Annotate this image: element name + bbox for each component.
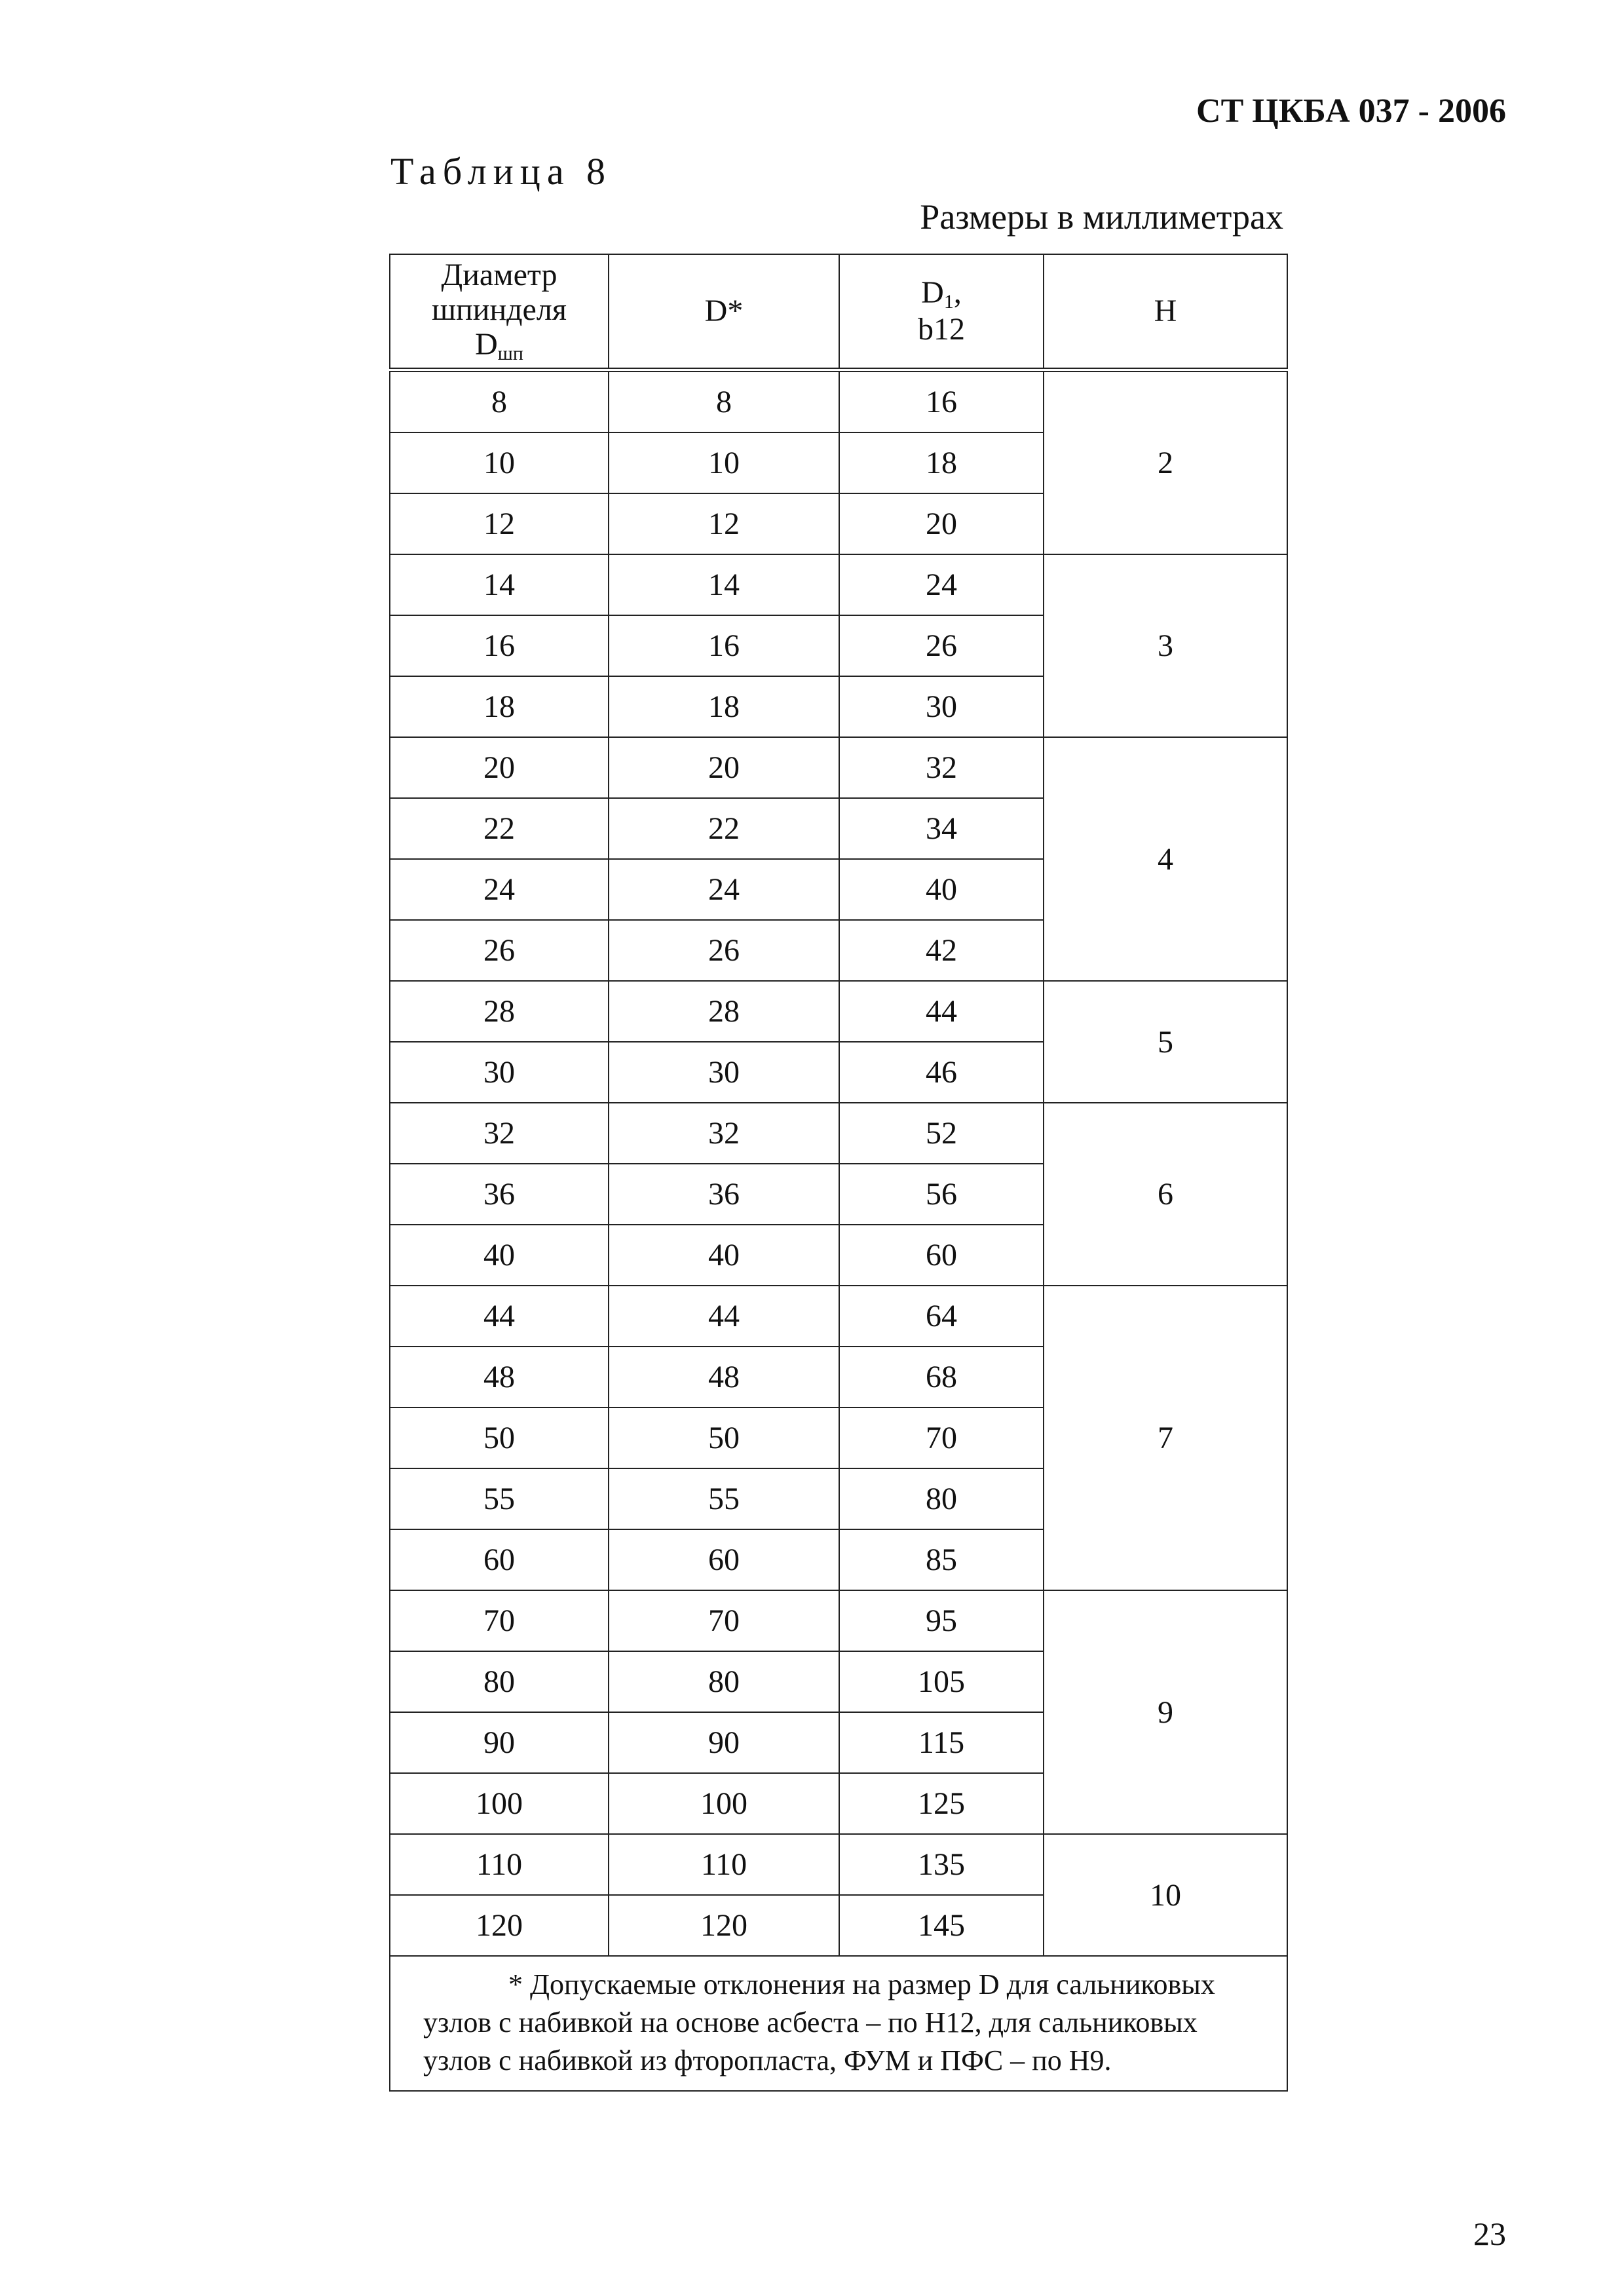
cell-d-shp: 22 <box>390 798 609 859</box>
cell-d1: 64 <box>839 1286 1044 1347</box>
header-spindle-diameter <box>390 254 609 370</box>
cell-d-shp: 70 <box>390 1590 609 1651</box>
cell-d: 26 <box>609 920 839 981</box>
header-d1-subscript: 1 <box>943 290 954 313</box>
header-d1 <box>839 254 1044 370</box>
footnote-cell <box>390 1956 1287 2091</box>
cell-d1: 34 <box>839 798 1044 859</box>
header-spindle-line1: Диаметр <box>441 258 557 293</box>
cell-d: 80 <box>609 1651 839 1712</box>
cell-d1: 95 <box>839 1590 1044 1651</box>
cell-d-shp: 36 <box>390 1164 609 1225</box>
table-row <box>390 1286 1287 1347</box>
cell-d1: 60 <box>839 1225 1044 1286</box>
units-note: Размеры в миллиметрах <box>920 197 1283 237</box>
header-h: H <box>1044 254 1287 370</box>
cell-d: 60 <box>609 1529 839 1590</box>
dimensions-table <box>389 254 1288 2092</box>
page-number: 23 <box>1473 2215 1506 2252</box>
cell-d: 70 <box>609 1590 839 1651</box>
cell-d-shp: 20 <box>390 737 609 798</box>
cell-h: 2 <box>1044 370 1287 555</box>
table-row <box>390 981 1287 1042</box>
table-title: Таблица 8 <box>390 150 613 193</box>
header-d1-tolerance: b12 <box>918 311 965 347</box>
table-body <box>390 370 1287 1957</box>
document-code: СТ ЦКБА 037 - 2006 <box>1196 92 1506 130</box>
cell-d: 40 <box>609 1225 839 1286</box>
cell-d1: 70 <box>839 1407 1044 1468</box>
cell-h: 3 <box>1044 554 1287 737</box>
cell-d: 28 <box>609 981 839 1042</box>
header-d1-comma: , <box>953 275 962 310</box>
cell-d-shp: 50 <box>390 1407 609 1468</box>
cell-d-shp: 12 <box>390 493 609 554</box>
cell-d-shp: 18 <box>390 676 609 737</box>
cell-d1: 30 <box>839 676 1044 737</box>
cell-d-shp: 110 <box>390 1834 609 1895</box>
cell-d-shp: 100 <box>390 1773 609 1834</box>
cell-h: 10 <box>1044 1834 1287 1956</box>
cell-d: 32 <box>609 1103 839 1164</box>
cell-d1: 16 <box>839 370 1044 433</box>
cell-h: 9 <box>1044 1590 1287 1834</box>
table-row <box>390 1590 1287 1651</box>
cell-d1: 40 <box>839 859 1044 920</box>
cell-d1: 105 <box>839 1651 1044 1712</box>
cell-d: 90 <box>609 1712 839 1773</box>
cell-d-shp: 30 <box>390 1042 609 1103</box>
header-d1-symbol: D <box>921 275 944 310</box>
cell-d: 16 <box>609 615 839 676</box>
table-row <box>390 737 1287 798</box>
cell-d: 120 <box>609 1895 839 1956</box>
cell-d: 36 <box>609 1164 839 1225</box>
cell-d1: 26 <box>839 615 1044 676</box>
cell-d-shp: 16 <box>390 615 609 676</box>
table-header-row <box>390 254 1287 370</box>
cell-d-shp: 40 <box>390 1225 609 1286</box>
cell-h: 4 <box>1044 737 1287 981</box>
table-row <box>390 1103 1287 1164</box>
cell-h: 6 <box>1044 1103 1287 1286</box>
table-row <box>390 554 1287 615</box>
cell-d1: 18 <box>839 432 1044 493</box>
cell-d: 18 <box>609 676 839 737</box>
cell-d-shp: 60 <box>390 1529 609 1590</box>
cell-d: 55 <box>609 1468 839 1529</box>
table-row <box>390 1834 1287 1895</box>
cell-d1: 32 <box>839 737 1044 798</box>
cell-d-shp: 120 <box>390 1895 609 1956</box>
cell-d: 44 <box>609 1286 839 1347</box>
cell-d1: 125 <box>839 1773 1044 1834</box>
cell-d: 22 <box>609 798 839 859</box>
cell-d1: 20 <box>839 493 1044 554</box>
cell-d1: 46 <box>839 1042 1044 1103</box>
cell-d: 110 <box>609 1834 839 1895</box>
table-row <box>390 370 1287 433</box>
cell-d1: 44 <box>839 981 1044 1042</box>
cell-d-shp: 28 <box>390 981 609 1042</box>
cell-d-shp: 90 <box>390 1712 609 1773</box>
cell-h: 5 <box>1044 981 1287 1103</box>
footnote-text: * Допускаемые отклонения на размер D для сальниковых узлов с набивкой на основе асбеста – по Н12, для сальниковых узлов с набивкой из фторопласта, ФУМ и ПФС – по Н9. <box>423 1968 1215 2077</box>
cell-d1: 56 <box>839 1164 1044 1225</box>
cell-d1: 24 <box>839 554 1044 615</box>
cell-d: 48 <box>609 1347 839 1407</box>
cell-d1: 52 <box>839 1103 1044 1164</box>
cell-d-shp: 26 <box>390 920 609 981</box>
cell-d: 12 <box>609 493 839 554</box>
cell-d1: 135 <box>839 1834 1044 1895</box>
footnote-row <box>390 1956 1287 2091</box>
cell-d: 30 <box>609 1042 839 1103</box>
cell-d-shp: 10 <box>390 432 609 493</box>
cell-d1: 42 <box>839 920 1044 981</box>
cell-d1: 85 <box>839 1529 1044 1590</box>
cell-d-shp: 24 <box>390 859 609 920</box>
cell-d: 100 <box>609 1773 839 1834</box>
cell-d-shp: 55 <box>390 1468 609 1529</box>
cell-d1: 68 <box>839 1347 1044 1407</box>
header-spindle-line2: шпинделя <box>432 292 567 327</box>
header-d: D* <box>609 254 839 370</box>
cell-d: 10 <box>609 432 839 493</box>
header-spindle-subscript: шп <box>497 342 523 364</box>
cell-d-shp: 44 <box>390 1286 609 1347</box>
cell-d1: 145 <box>839 1895 1044 1956</box>
cell-d-shp: 8 <box>390 370 609 433</box>
cell-d: 8 <box>609 370 839 433</box>
cell-d: 50 <box>609 1407 839 1468</box>
cell-h: 7 <box>1044 1286 1287 1590</box>
cell-d: 24 <box>609 859 839 920</box>
cell-d-shp: 32 <box>390 1103 609 1164</box>
cell-d: 14 <box>609 554 839 615</box>
cell-d-shp: 48 <box>390 1347 609 1407</box>
header-spindle-symbol: D <box>475 326 498 362</box>
cell-d1: 115 <box>839 1712 1044 1773</box>
cell-d1: 80 <box>839 1468 1044 1529</box>
cell-d-shp: 14 <box>390 554 609 615</box>
cell-d-shp: 80 <box>390 1651 609 1712</box>
cell-d: 20 <box>609 737 839 798</box>
